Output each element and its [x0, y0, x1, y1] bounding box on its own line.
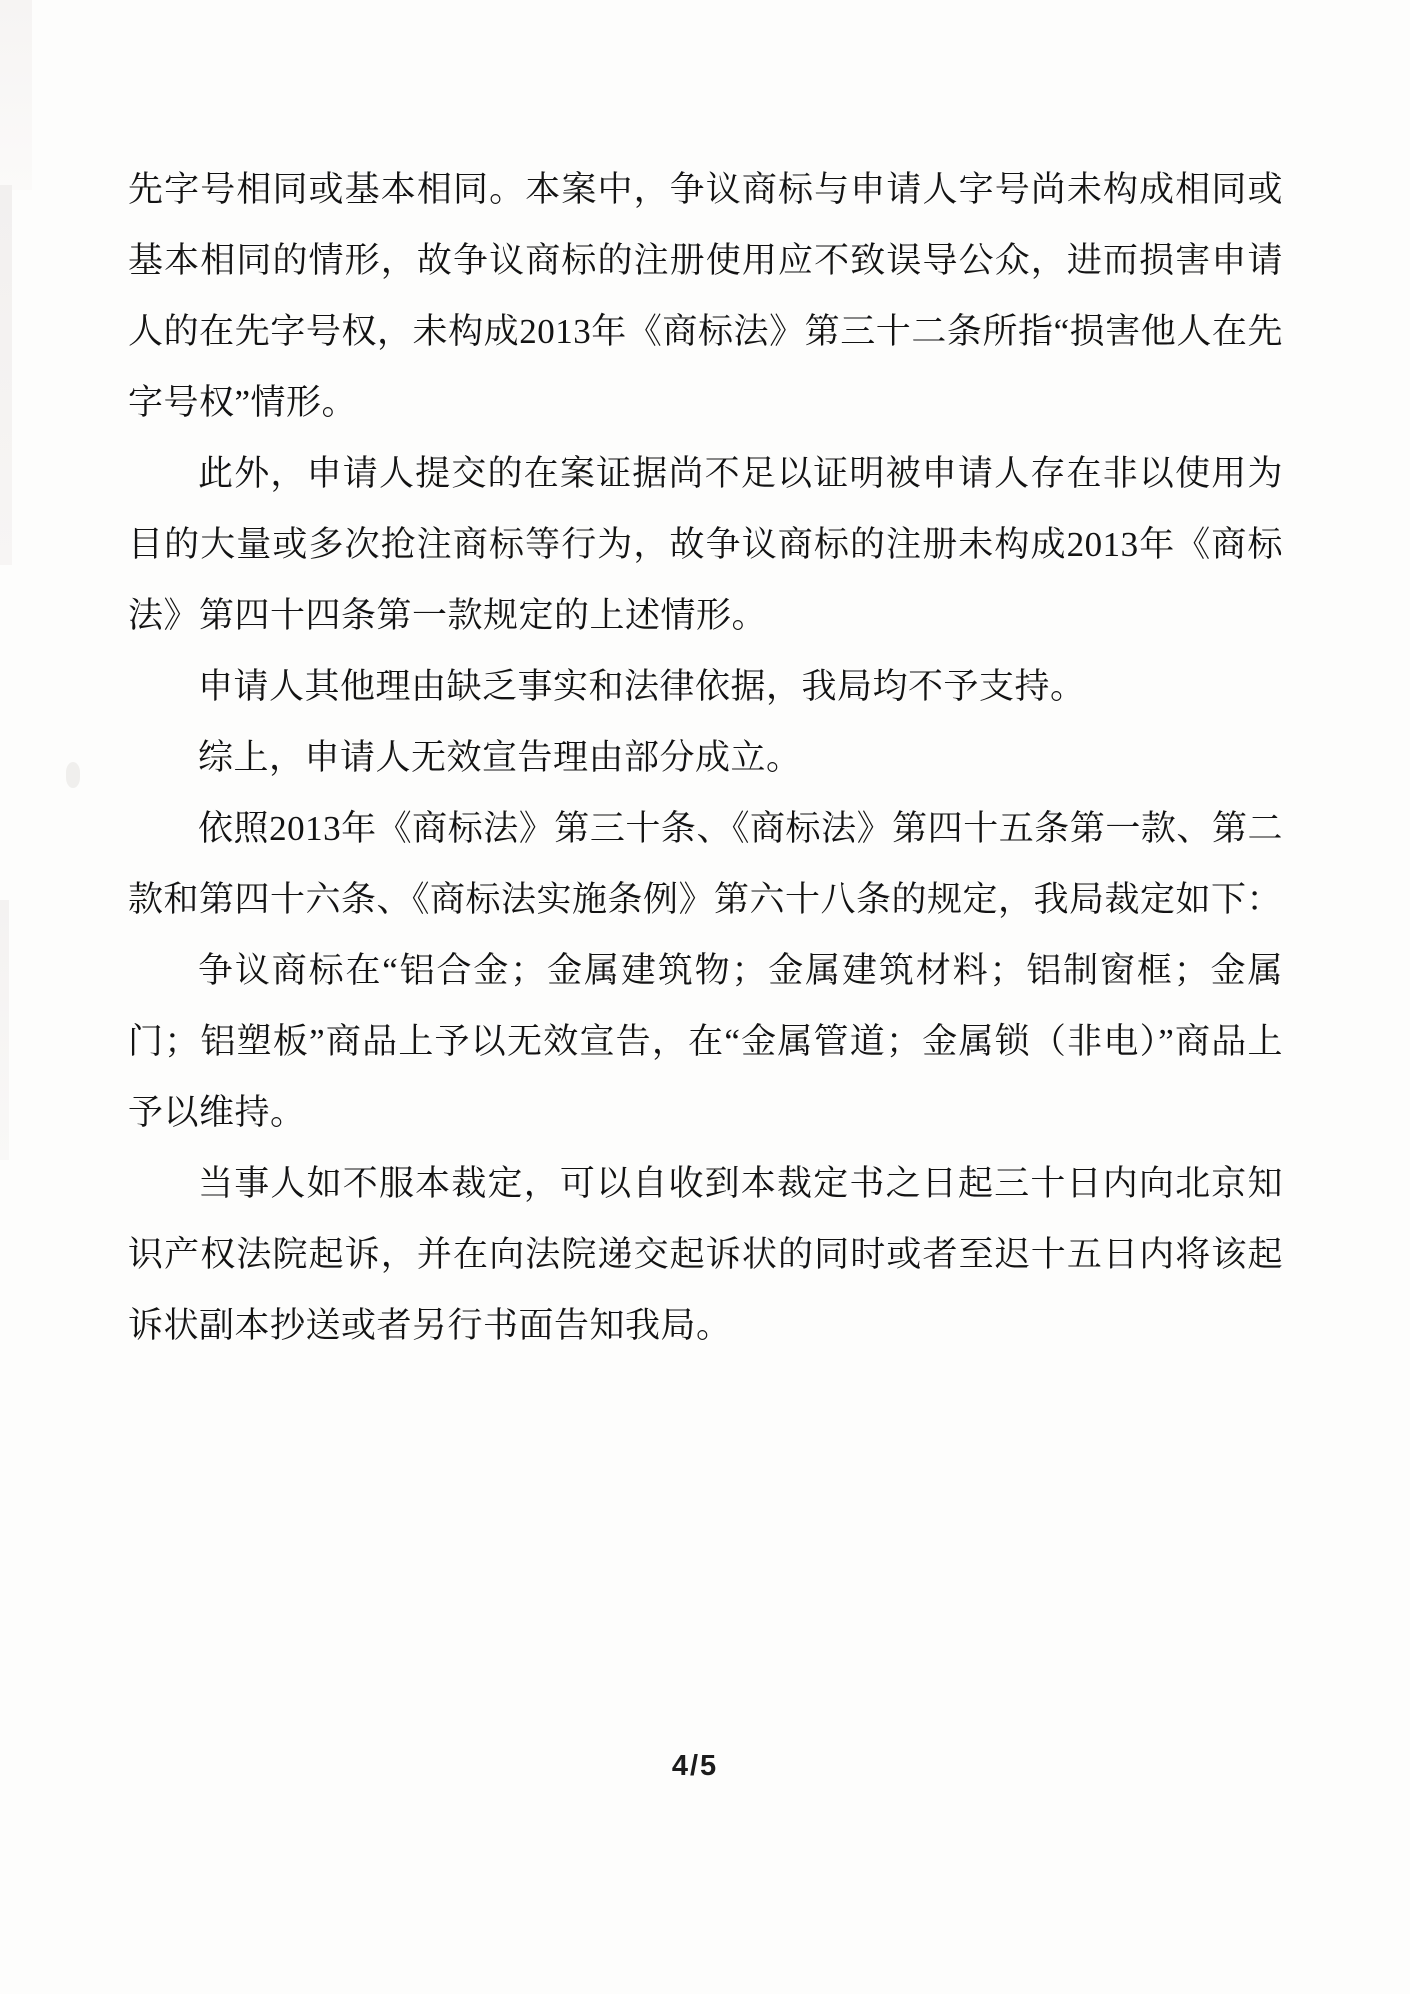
paragraph: 申请人其他理由缺乏事实和法律依据，我局均不予支持。 — [198, 667, 1086, 706]
paragraph: 综上，申请人无效宣告理由部分成立。 — [198, 738, 802, 777]
scan-artifact-corner — [0, 0, 32, 190]
paragraph: 依照2013年《商标法》第三十条、《商标法》第四十五条第一款、第二款和第四十六条、《商标法实施条例》第六十八条的规定，我局裁定如下： — [128, 809, 1283, 919]
paragraph: 先字号相同或基本相同。本案中，争议商标与申请人字号尚未构成相同或基本相同的情形，故争议商标的注册使用应不致误导公众，进而损害申请人的在先字号权，未构成2013年《商标法》第三十二条所指“损害他人在先字号权”情形。 — [128, 170, 1283, 422]
document-body — [128, 154, 1283, 1361]
paragraph: 此外，申请人提交的在案证据尚不足以证明被申请人存在非以使用为目的大量或多次抢注商标等行为，故争议商标的注册未构成2013年《商标法》第四十四条第一款规定的上述情形。 — [128, 454, 1283, 635]
page-number: 4/5 — [671, 1750, 719, 1782]
page-footer — [0, 1750, 1390, 1783]
scan-artifact-left-edge — [0, 185, 12, 565]
scan-artifact-smudge — [66, 762, 80, 788]
paragraph: 争议商标在“铝合金；金属建筑物；金属建筑材料；铝制窗框；金属门；铝塑板”商品上予以无效宣告，在“金属管道；金属锁（非电）”商品上予以维持。 — [128, 951, 1283, 1132]
scan-artifact-left-edge — [0, 900, 9, 1160]
paragraph: 当事人如不服本裁定，可以自收到本裁定书之日起三十日内向北京知识产权法院起诉，并在向法院递交起诉状的同时或者至迟十五日内将该起诉状副本抄送或者另行书面告知我局。 — [128, 1164, 1283, 1345]
